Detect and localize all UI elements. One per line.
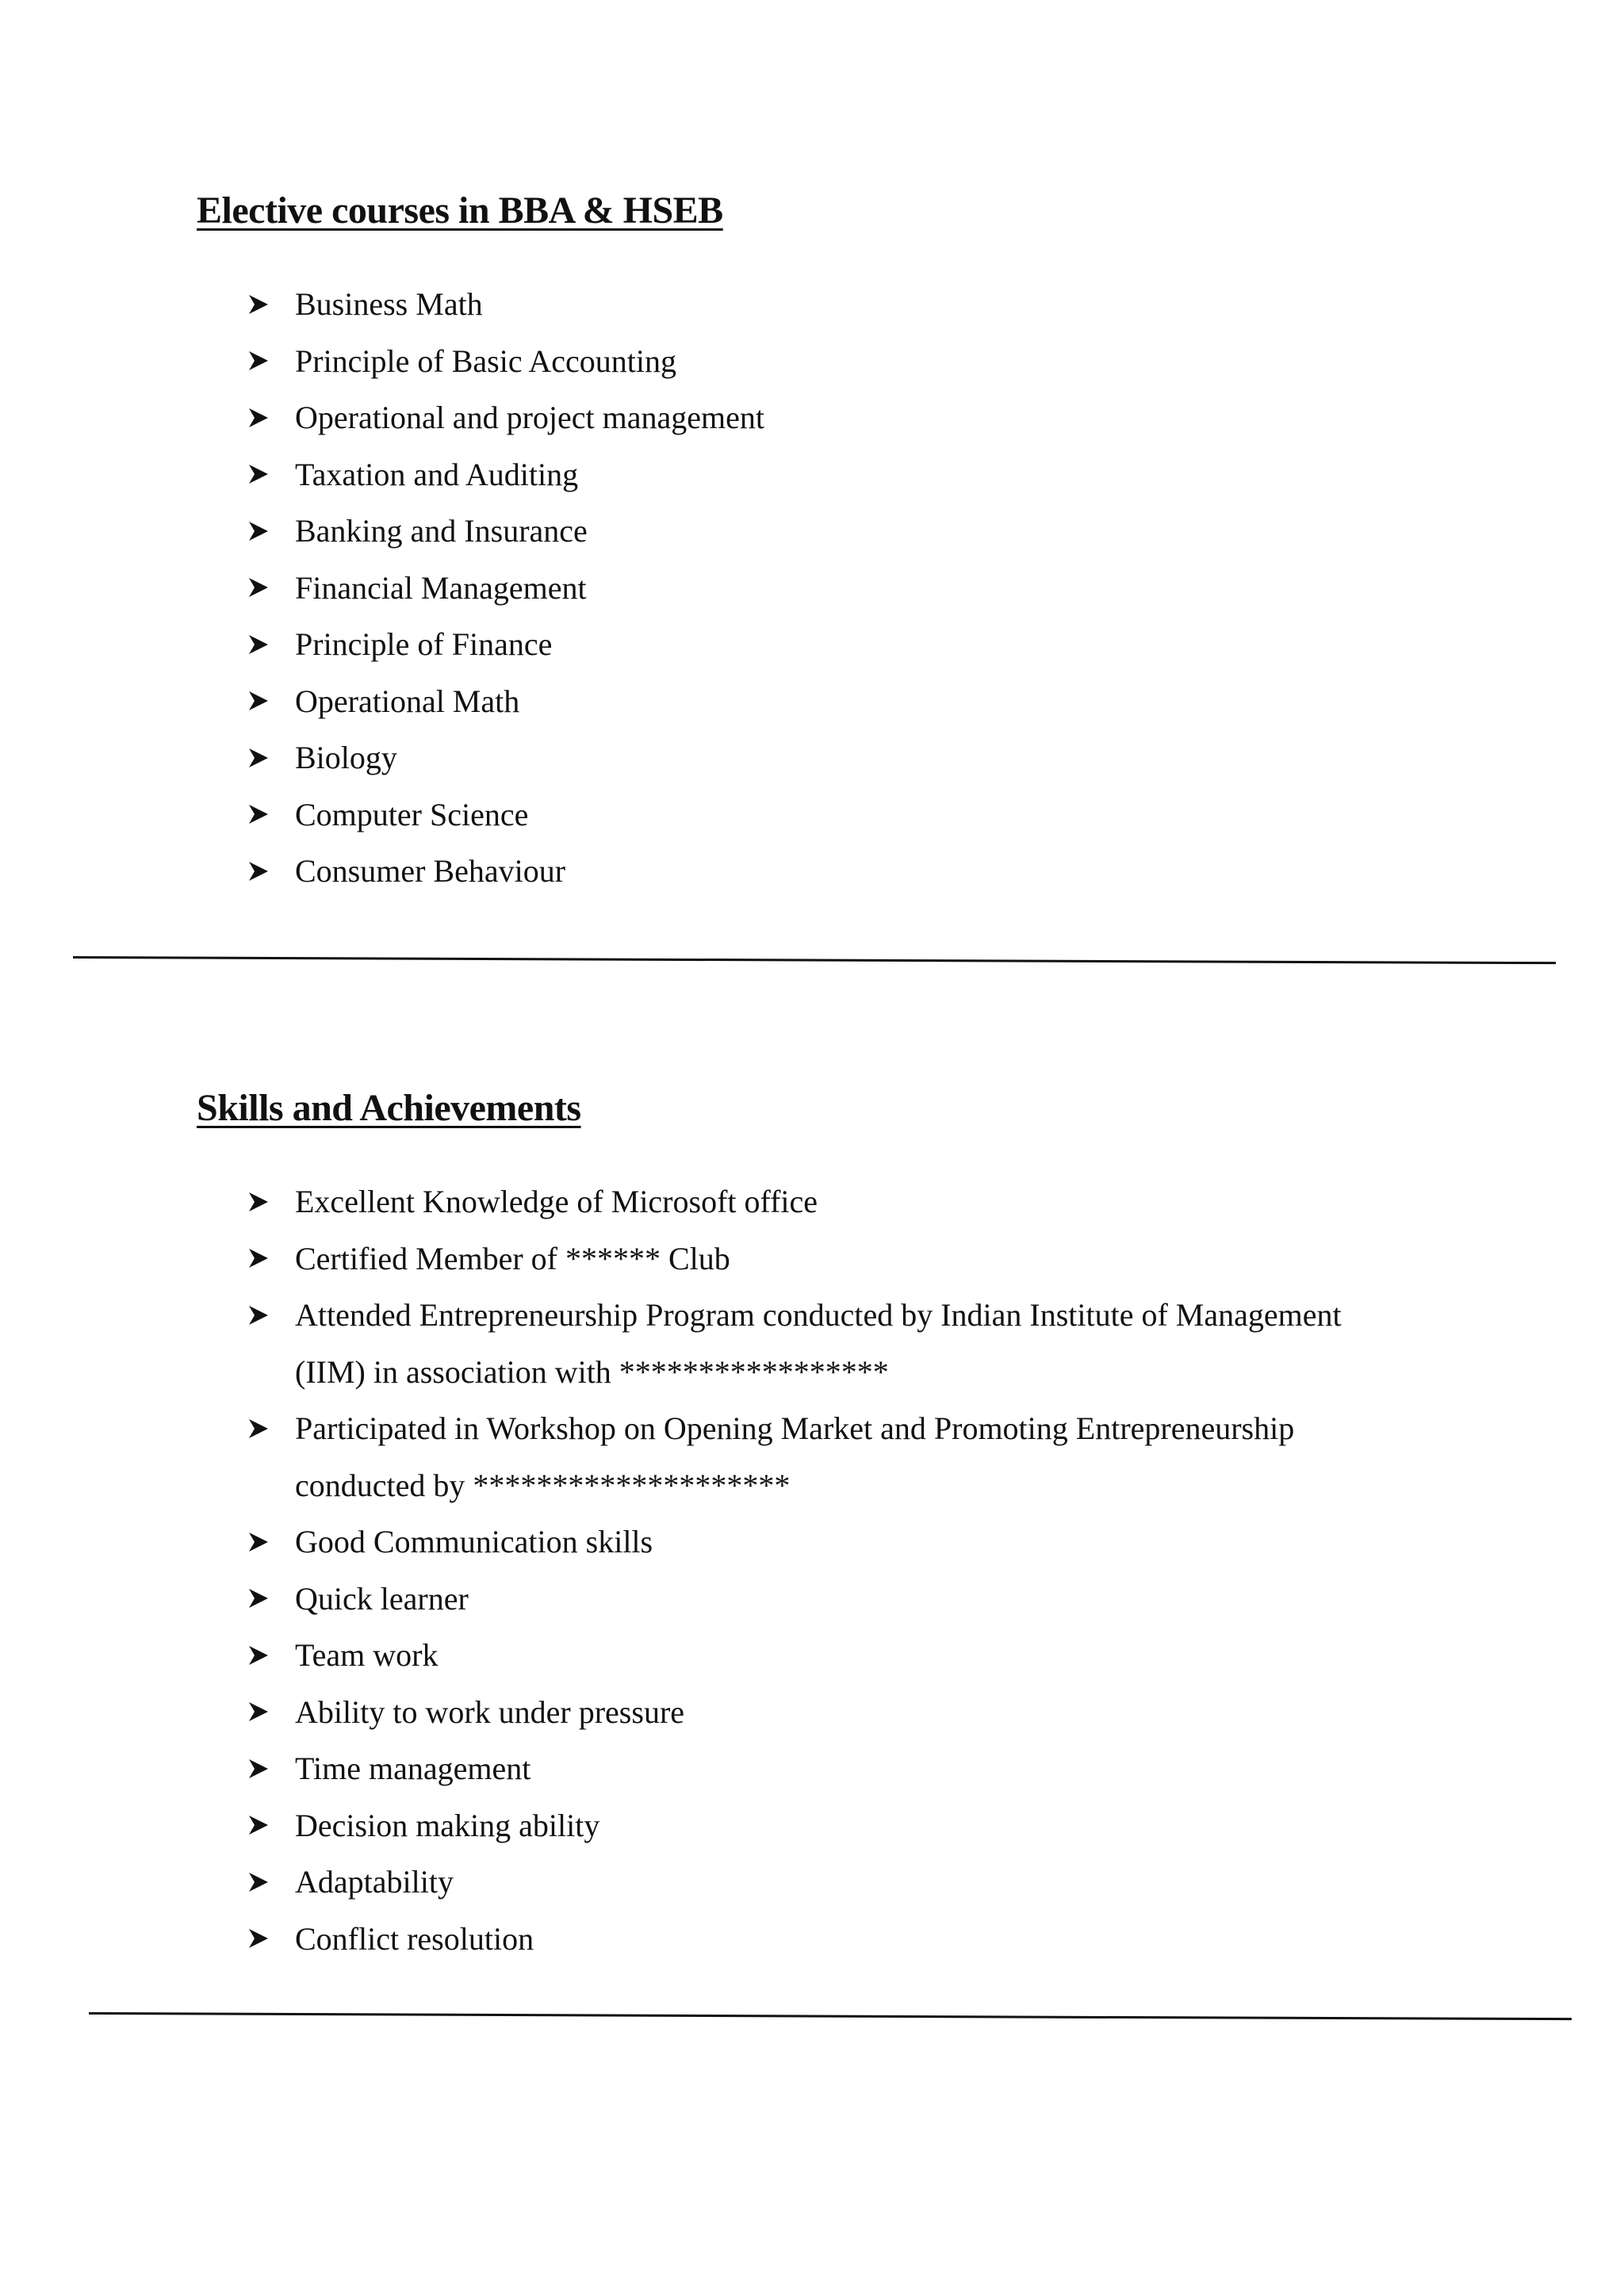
arrowhead-bullet-icon [247, 786, 279, 844]
list-item [247, 729, 1516, 786]
list-item [247, 1684, 1516, 1741]
list-item [247, 786, 1516, 844]
list-item [247, 1287, 1516, 1400]
list-item-text: Adaptability [295, 1864, 454, 1900]
list-item-text: Principle of Basic Accounting [295, 342, 677, 379]
list-item [247, 616, 1516, 673]
list-item [247, 1230, 1516, 1288]
list-item-text: Operational Math [295, 683, 520, 719]
list-item-text: Ability to work under pressure [295, 1693, 685, 1730]
arrowhead-bullet-icon [247, 1173, 279, 1230]
list-item [247, 560, 1516, 617]
list-item-text: Principle of Finance [295, 626, 553, 662]
list-item-text: Biology [295, 740, 397, 775]
list-item [247, 1513, 1516, 1571]
arrowhead-bullet-icon [247, 616, 279, 673]
list-item-text: (IIM) in association with ***************** [295, 1353, 889, 1390]
list-item [247, 1627, 1516, 1684]
list-item-text: Quick learner [295, 1580, 469, 1617]
list-item-text: Business Math [295, 286, 483, 322]
arrowhead-bullet-icon [247, 843, 279, 900]
list-item-text: Good Communication skills [295, 1524, 653, 1559]
section-title-elective-courses: Elective courses in BBA & HSEB [197, 189, 723, 232]
list-item-text: Attended Entrepreneurship Program conducted by Indian Institute of Management [295, 1297, 1342, 1333]
list-item-text: Taxation and Auditing [295, 456, 579, 492]
list-item [247, 1740, 1516, 1797]
list-item [247, 1571, 1516, 1628]
arrowhead-bullet-icon [247, 1684, 279, 1741]
arrowhead-bullet-icon [247, 560, 279, 617]
list-item-text: Operational and project management [295, 400, 764, 435]
section-title-skills-achievements: Skills and Achievements [197, 1087, 581, 1129]
section-divider [89, 2012, 1572, 2020]
arrowhead-bullet-icon [247, 1797, 279, 1854]
arrowhead-bullet-icon [247, 1230, 279, 1288]
list-item [247, 1854, 1516, 1911]
arrowhead-bullet-icon [247, 276, 279, 333]
list-item [247, 1173, 1516, 1230]
list-item [247, 446, 1516, 503]
arrowhead-bullet-icon [247, 729, 279, 786]
list-item-text: Computer Science [295, 796, 529, 832]
list-item-text: Consumer Behaviour [295, 853, 566, 889]
list-item-text: Time management [295, 1751, 531, 1786]
arrowhead-bullet-icon [247, 1740, 279, 1797]
list-item [247, 333, 1516, 390]
list-item [247, 503, 1516, 560]
skills-achievements-list [247, 1173, 1516, 1967]
list-item [247, 843, 1516, 900]
arrowhead-bullet-icon [247, 1911, 279, 1968]
arrowhead-bullet-icon [247, 446, 279, 503]
list-item [247, 276, 1516, 333]
list-item-text: Financial Management [295, 569, 587, 606]
arrowhead-bullet-icon [247, 1571, 279, 1628]
arrowhead-bullet-icon [247, 1400, 279, 1457]
list-item [247, 1797, 1516, 1854]
list-item [247, 673, 1516, 730]
list-item [247, 389, 1516, 446]
arrowhead-bullet-icon [247, 1513, 279, 1571]
arrowhead-bullet-icon [247, 389, 279, 446]
arrowhead-bullet-icon [247, 503, 279, 560]
list-item-text: Team work [295, 1637, 439, 1673]
list-item [247, 1911, 1516, 1968]
elective-courses-list [247, 276, 1516, 900]
arrowhead-bullet-icon [247, 1854, 279, 1911]
list-item-text: Certified Member of ****** Club [295, 1240, 730, 1276]
list-item [247, 1400, 1516, 1513]
list-item-text: conducted by ******************** [295, 1467, 791, 1503]
list-item-text: Participated in Workshop on Opening Market and Promoting Entrepreneurship [295, 1410, 1295, 1446]
list-item-text: Conflict resolution [295, 1920, 534, 1957]
list-item-text: Decision making ability [295, 1807, 600, 1843]
list-item-text: Excellent Knowledge of Microsoft office [295, 1184, 818, 1219]
arrowhead-bullet-icon [247, 673, 279, 730]
arrowhead-bullet-icon [247, 333, 279, 390]
arrowhead-bullet-icon [247, 1287, 279, 1344]
section-divider [73, 956, 1556, 964]
list-item-text: Banking and Insurance [295, 513, 588, 549]
arrowhead-bullet-icon [247, 1627, 279, 1684]
